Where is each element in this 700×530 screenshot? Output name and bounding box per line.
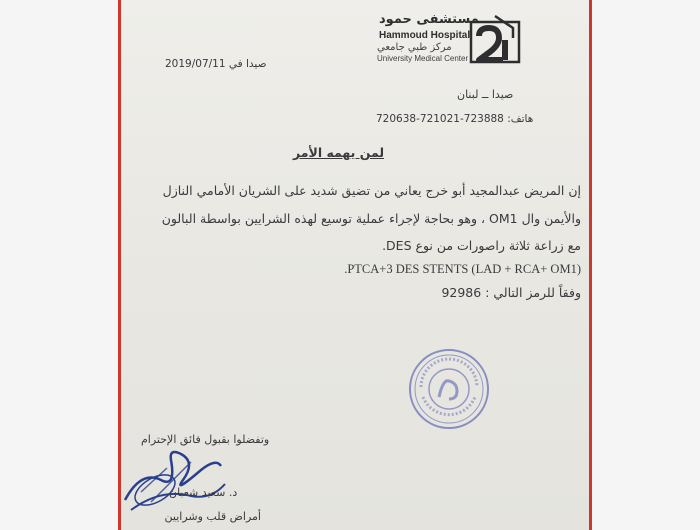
body-line-procedure: PTCA+3 DES STENTS (LAD + RCA+ OM1).: [344, 262, 581, 276]
letter-subject: لمن يهمه الأمر: [293, 145, 385, 160]
doctor-specialty: أمراض قلب وشرايين: [164, 510, 261, 523]
center-name-arabic: مركز طبي جامعي: [377, 42, 452, 53]
body-line-2: والأيمن وال OM1 ، وهو بحاجة لإجراء عملية توسيع لهذه الشرايين بواسطة البالون: [161, 211, 581, 226]
letter-phone: هاتف: 723888-721021-720638: [376, 113, 534, 125]
doctor-name: د. سعيد شعبان: [169, 486, 238, 499]
letter-date: صيدا في 2019/07/11: [165, 58, 267, 70]
letter-closing: وتفضلوا بقبول فائق الإحترام: [141, 433, 270, 446]
letter-page: [121, 0, 589, 530]
hospital-name-english: Hammoud Hospital: [379, 30, 471, 41]
frame-border-right: [589, 0, 592, 530]
body-line-code: وفقاً للرمز التالي : 92986: [441, 285, 581, 300]
body-line-1: إن المريض عبدالمجيد أبو خرج يعاني من تضيق شديد على الشريان الأمامي النازل: [162, 183, 581, 198]
body-line-3: مع زراعة ثلاثة راصورات من نوع DES.: [382, 238, 581, 253]
hospital-name-arabic: مستشفى حمود: [379, 12, 479, 27]
doctor-signature-icon: [121, 440, 231, 520]
letter-city: صيدا ــ لبنان: [457, 88, 514, 101]
center-name-english: University Medical Center: [377, 54, 469, 63]
official-stamp-icon: [407, 347, 491, 431]
